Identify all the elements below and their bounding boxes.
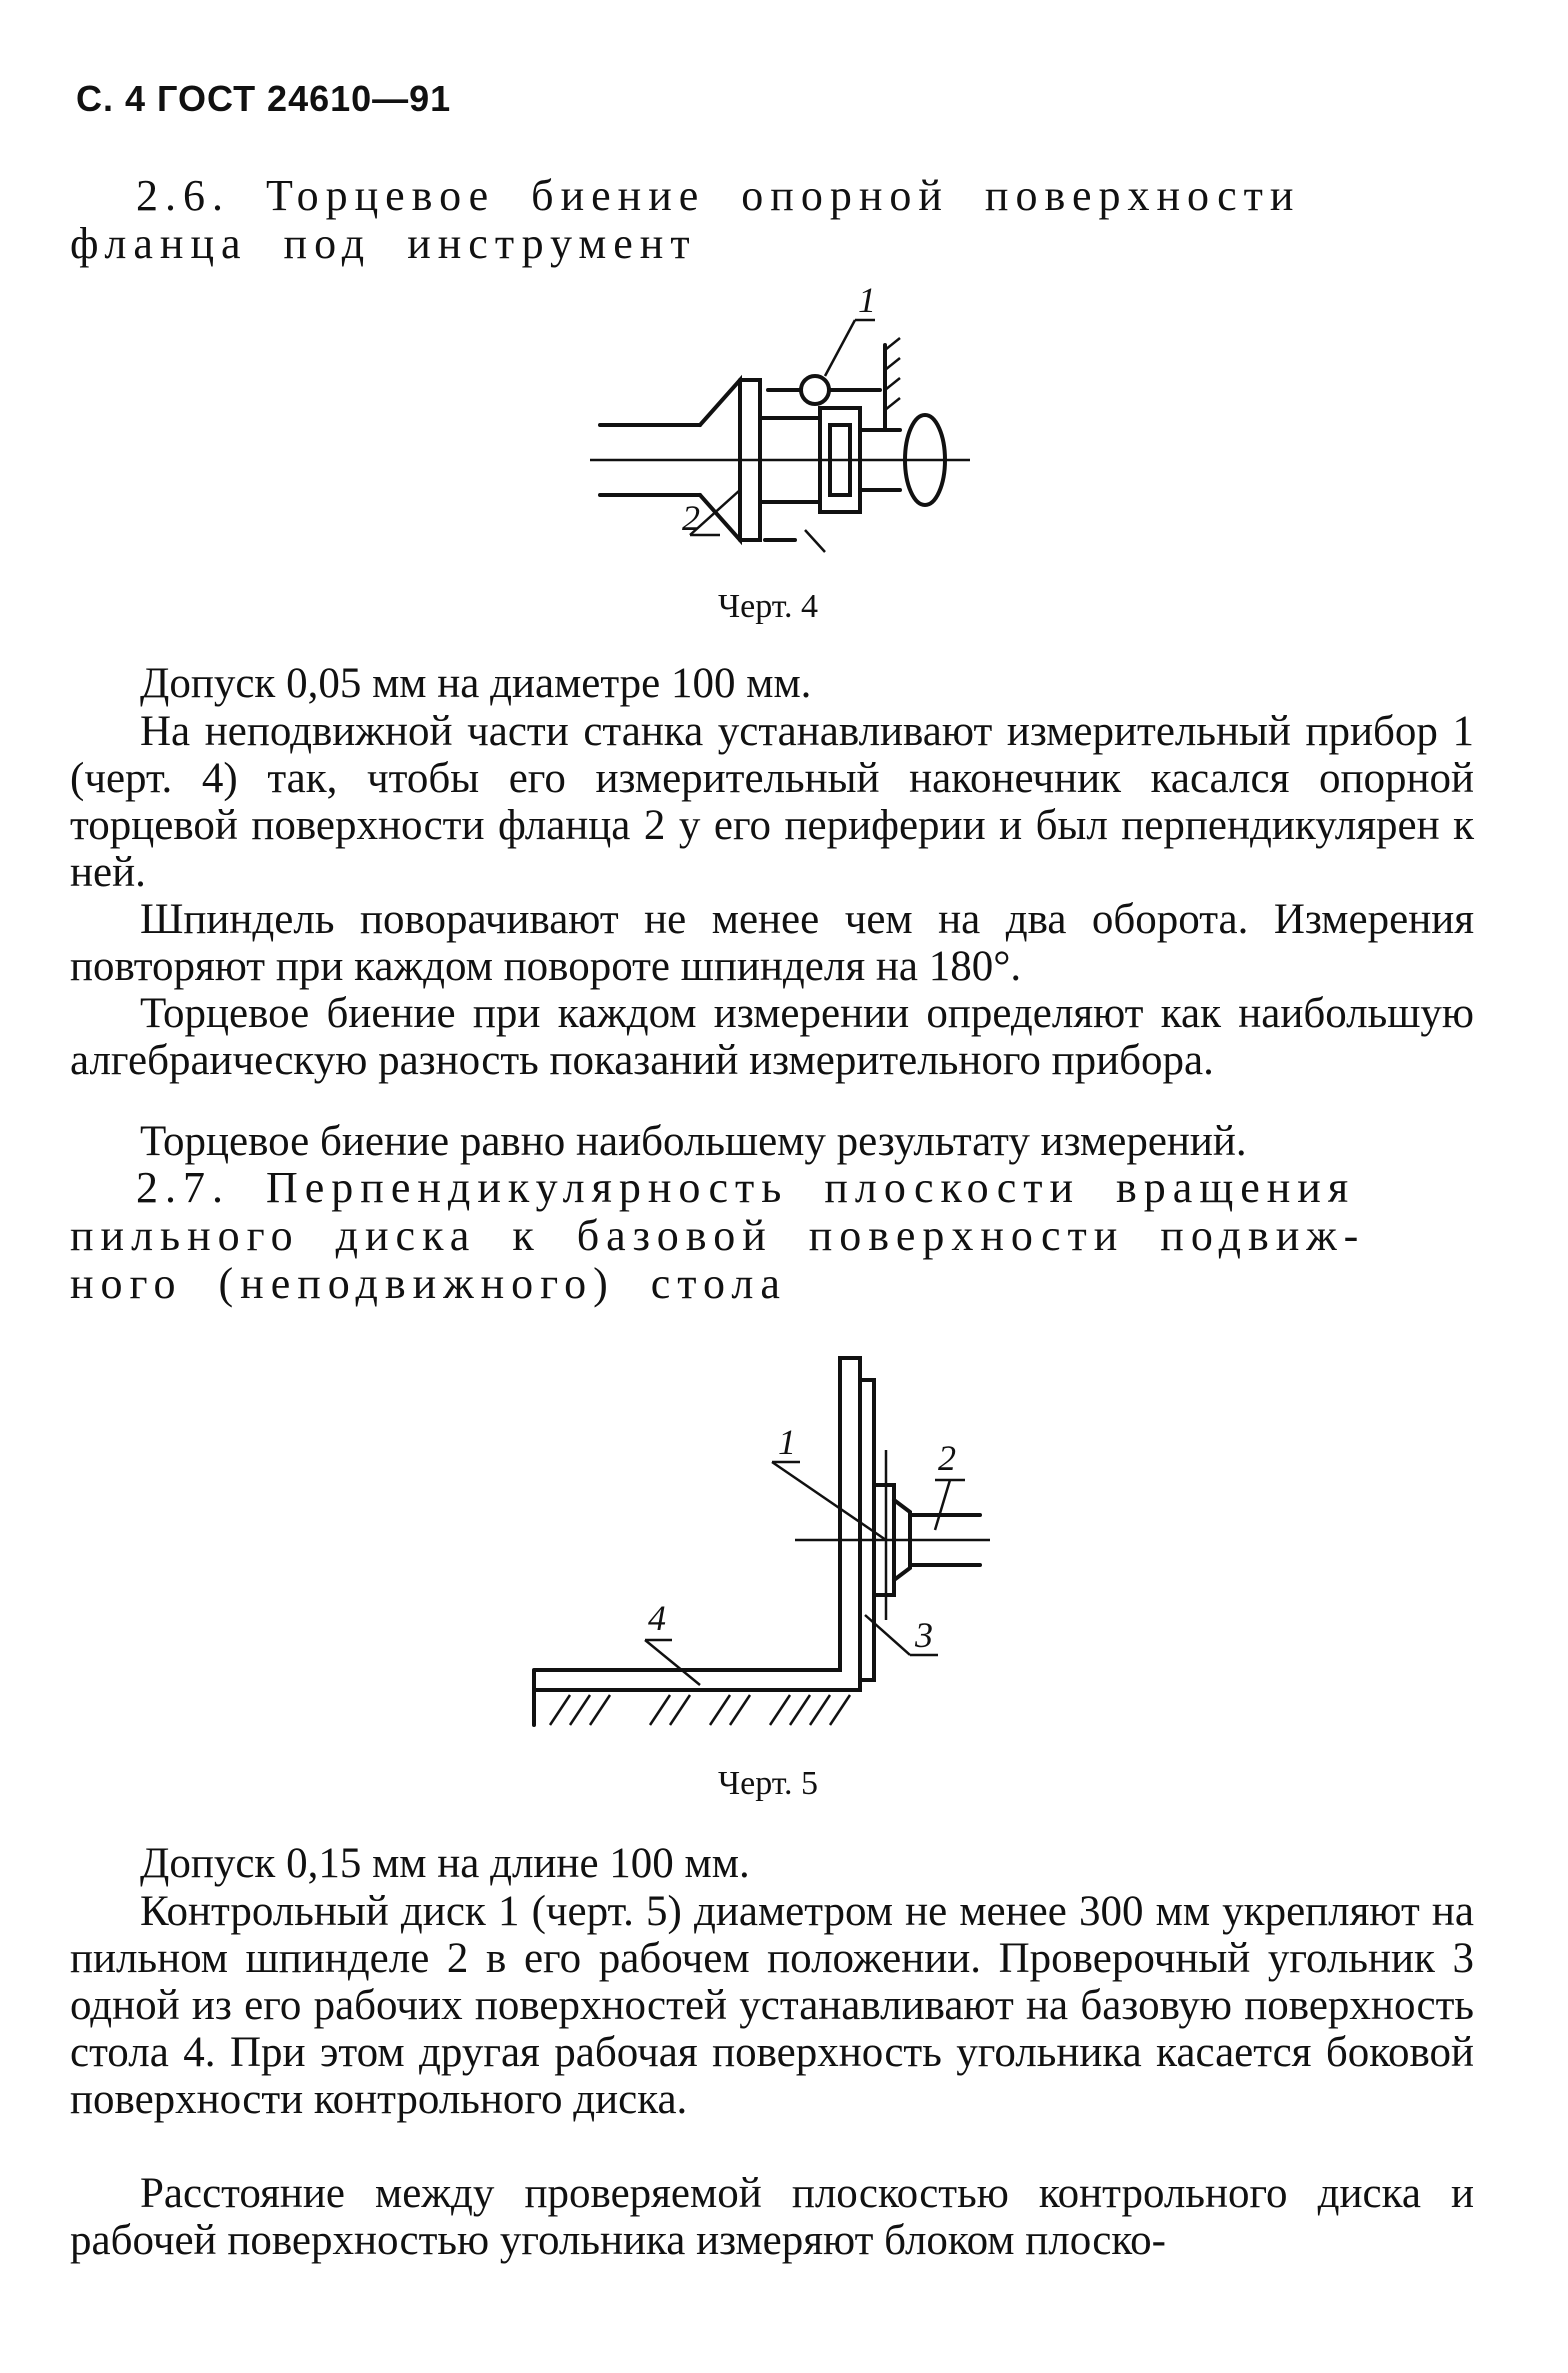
section-2-7-paragraph-2: Расстояние между проверяемой плоскостью контрольного диска и рабочей поверхностью угольника измеряют блоком плоско- bbox=[70, 2170, 1474, 2264]
figure-4-drawing bbox=[590, 280, 990, 580]
fig5-label-1: 1 bbox=[778, 1422, 796, 1462]
figure-5-drawing bbox=[510, 1350, 1030, 1750]
figure-5-caption: Черт. 5 bbox=[718, 1765, 819, 1802]
figure-4-caption: Черт. 4 bbox=[718, 588, 819, 625]
section-2-7-heading-line2: пильного диска к базовой поверхности подвиж- bbox=[70, 1211, 1366, 1260]
fig4-label-2: 2 bbox=[682, 498, 700, 538]
section-2-6-paragraph-1: На неподвижной части станка устанавливают измерительный прибор 1 (черт. 4) так, чтобы его измерительный наконечник касался опорной торцевой поверхности фланца 2 у его периферии и был перпендикулярен к ней. bbox=[70, 708, 1474, 896]
fig4-label-1: 1 bbox=[858, 280, 876, 320]
section-2-7-paragraph-1: Контрольный диск 1 (черт. 5) диаметром не менее 300 мм укрепляют на пильном шпинделе 2 в его рабочем положении. Проверочный угольник 3 одной из его рабочих поверхностей устанавливают на базовую поверхность стола 4. При этом другая рабочая поверхность угольника касается боковой поверхности контрольного диска. bbox=[70, 1888, 1474, 2123]
section-2-7-heading-line3: ного (неподвижного) стола bbox=[70, 1259, 787, 1308]
section-2-7-heading-line1: 2.7. Перпендикулярность плоскости вращения bbox=[136, 1163, 1356, 1212]
section-2-6-heading-line2: фланца под инструмент bbox=[70, 219, 697, 268]
fig5-label-2: 2 bbox=[938, 1438, 956, 1478]
fig5-label-4: 4 bbox=[648, 1598, 666, 1638]
section-2-6-paragraph-3: Торцевое биение при каждом измерении определяют как наибольшую алгебраическую разность показаний измерительного прибора. bbox=[70, 990, 1474, 1084]
section-2-7-tolerance: Допуск 0,15 мм на длине 100 мм. bbox=[140, 1840, 750, 1887]
section-2-6-heading-line1: 2.6. Торцевое биение опорной поверхности bbox=[136, 171, 1301, 220]
section-2-6-paragraph-4: Торцевое биение равно наибольшему результату измерений. bbox=[140, 1118, 1247, 1165]
fig5-label-3: 3 bbox=[915, 1615, 933, 1655]
section-2-6-tolerance: Допуск 0,05 мм на диаметре 100 мм. bbox=[140, 660, 812, 707]
indicator-icon bbox=[801, 376, 829, 404]
section-2-6-paragraph-2: Шпиндель поворачивают не менее чем на два оборота. Измерения повторяют при каждом повороте шпинделя на 180°. bbox=[70, 896, 1474, 990]
page-header: С. 4 ГОСТ 24610—91 bbox=[76, 78, 452, 119]
